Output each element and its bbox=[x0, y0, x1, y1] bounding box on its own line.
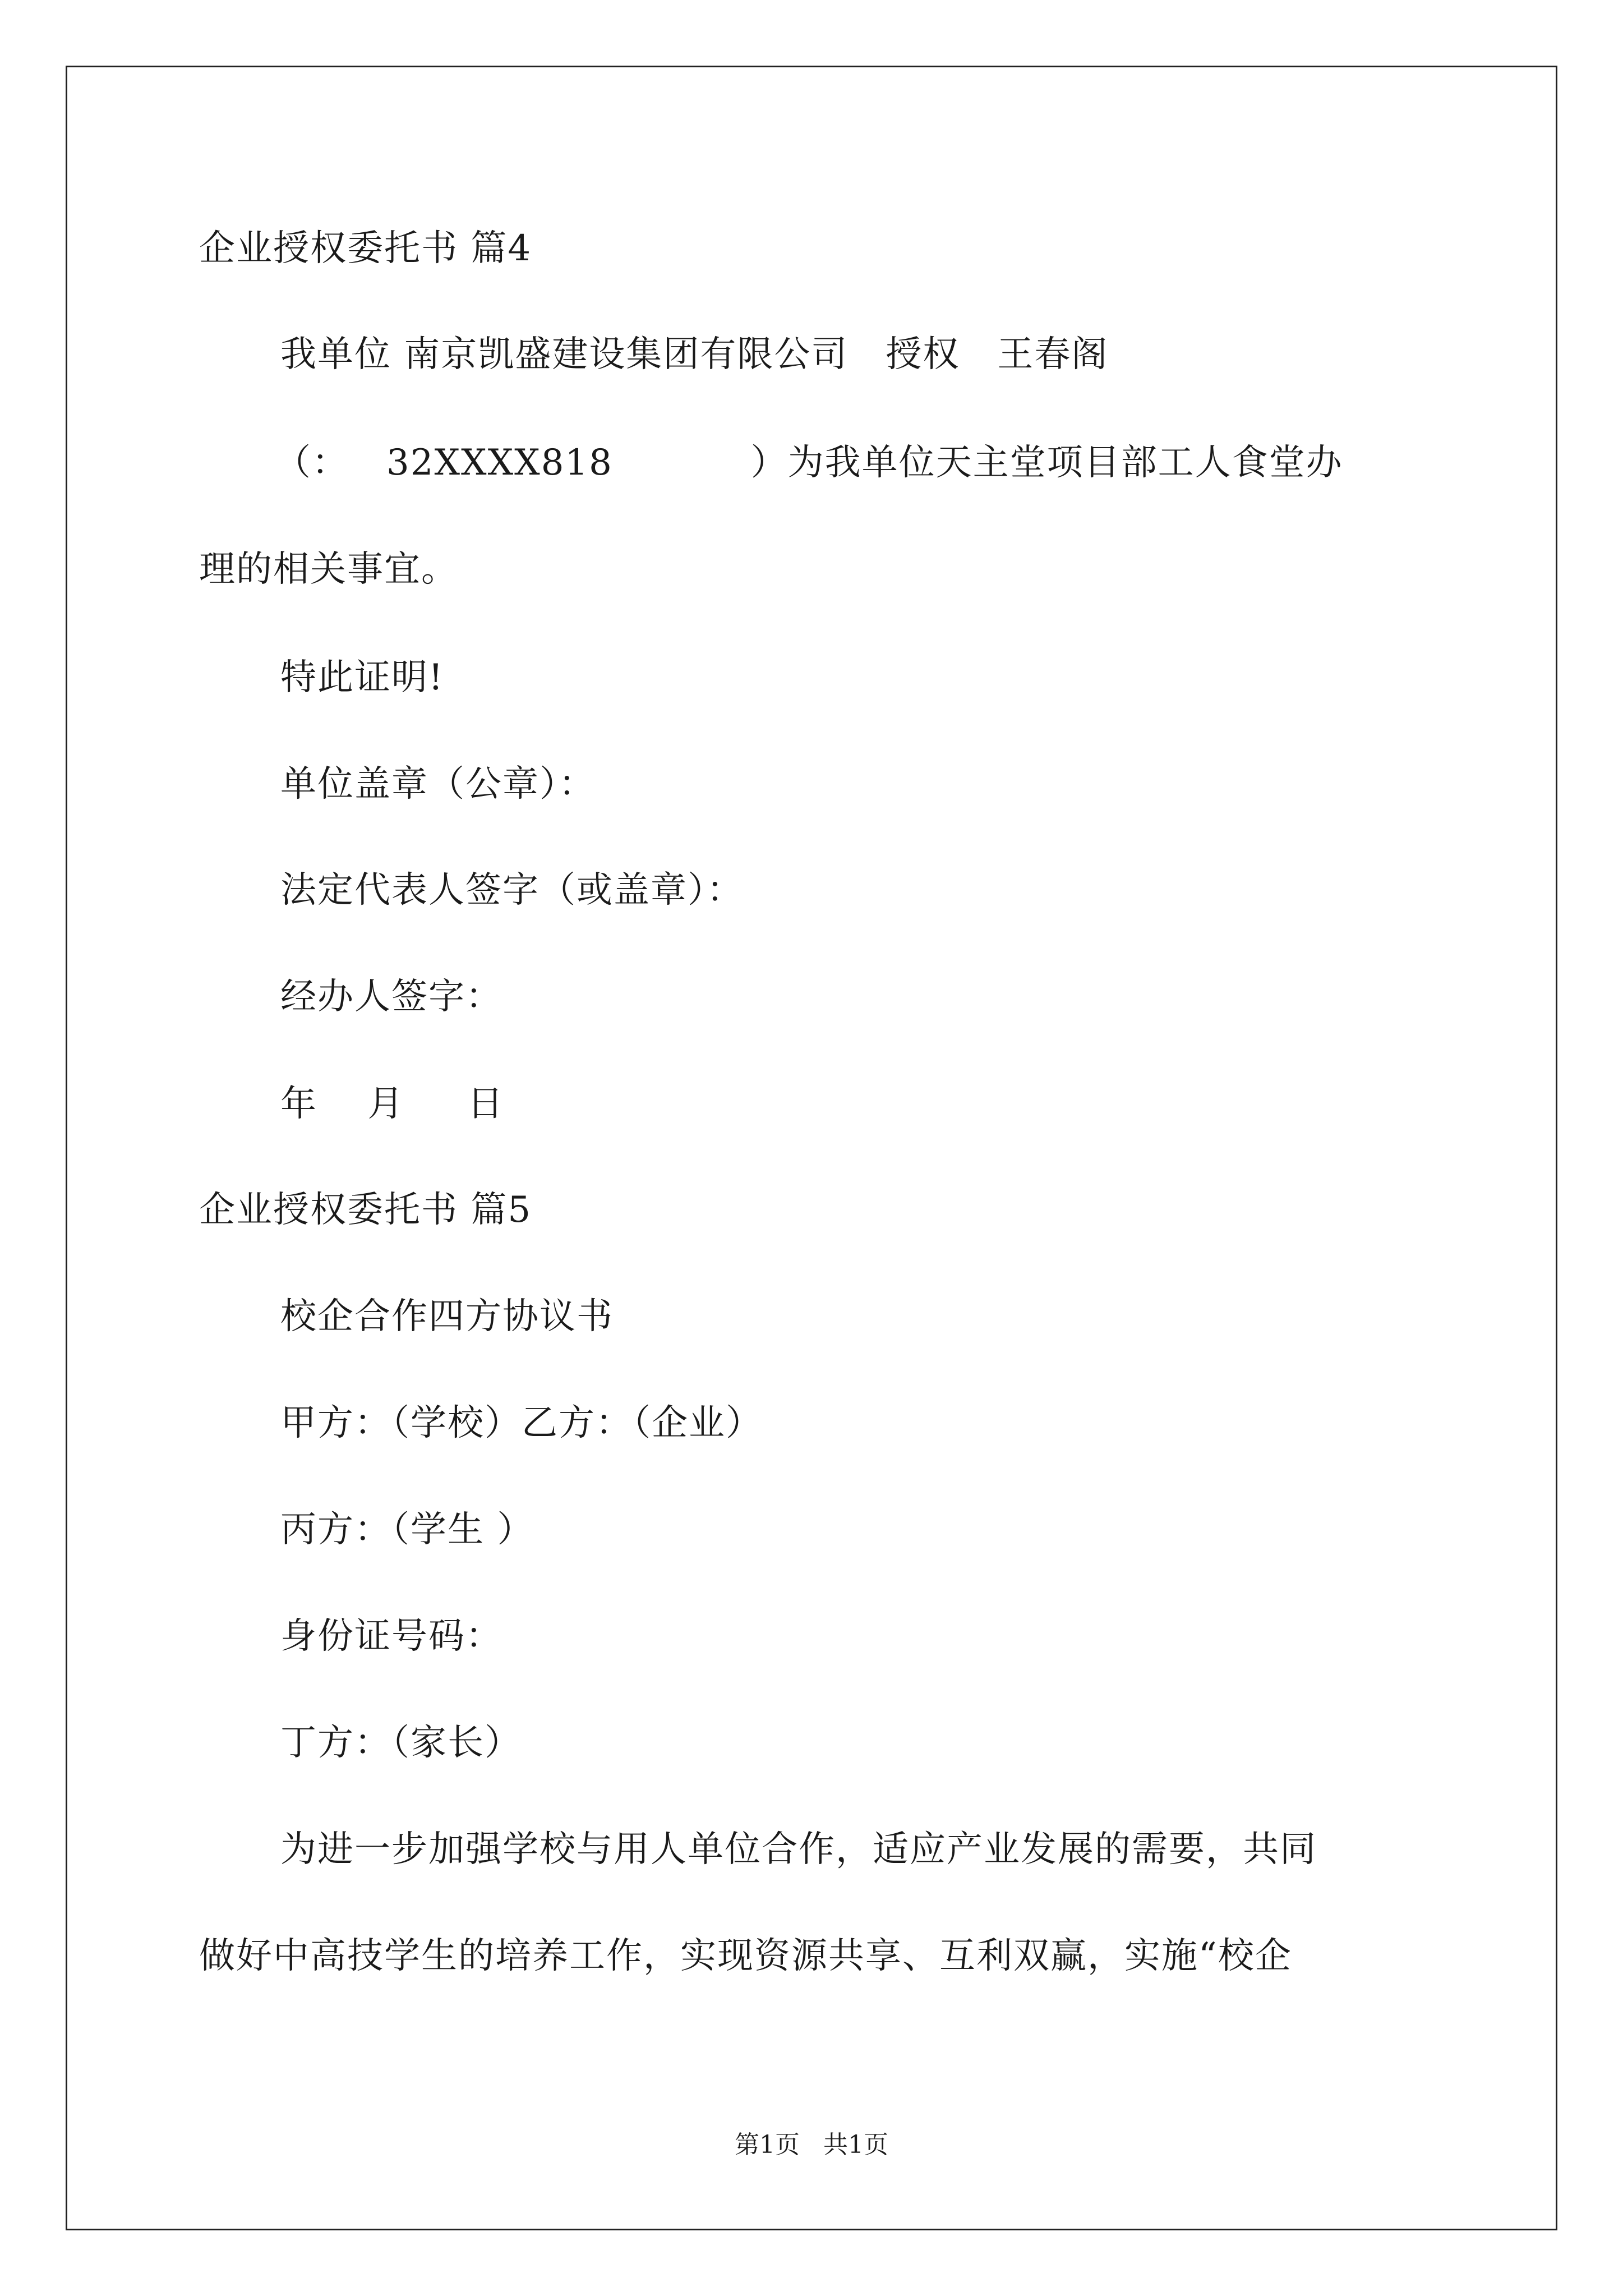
page-footer: 第1页 共1页 bbox=[735, 2131, 888, 2159]
page-border bbox=[66, 66, 1557, 2230]
section5-heading: 企业授权委托书 篇5 bbox=[199, 1189, 532, 1231]
id-line: （： 32XXXX818 ）为我单位天主堂项目部工人食堂办 bbox=[275, 442, 1343, 484]
id-line-continued: 理的相关事宜。 bbox=[199, 549, 458, 590]
authorization-line: 我单位 南京凯盛建设集团有限公司 授权 王春阁 bbox=[280, 334, 1109, 375]
paragraph-line-1: 为进一步加强学校与用人单位合作，适应产业发展的需要，共同 bbox=[280, 1829, 1317, 1870]
date-line: 年 月 日 bbox=[280, 1083, 505, 1125]
id-number-label: 身份证号码： bbox=[280, 1616, 502, 1657]
handler-label: 经办人签字： bbox=[280, 976, 502, 1018]
seal-label: 单位盖章（公章）： bbox=[280, 763, 596, 805]
paragraph-line-2: 做好中高技学生的培养工作，实现资源共享、互利双赢，实施“校企 bbox=[199, 1935, 1292, 1977]
certify-text: 特此证明! bbox=[280, 657, 444, 698]
party-c: 丙方：（学生 ） bbox=[280, 1509, 534, 1550]
section4-heading: 企业授权委托书 篇4 bbox=[199, 228, 532, 269]
agreement-title: 校企合作四方协议书 bbox=[280, 1296, 614, 1337]
legal-rep-label: 法定代表人签字（或盖章）： bbox=[280, 869, 744, 911]
party-d: 丁方：（家长） bbox=[280, 1722, 522, 1764]
party-a-b: 甲方：（学校）乙方：（企业） bbox=[280, 1402, 763, 1444]
